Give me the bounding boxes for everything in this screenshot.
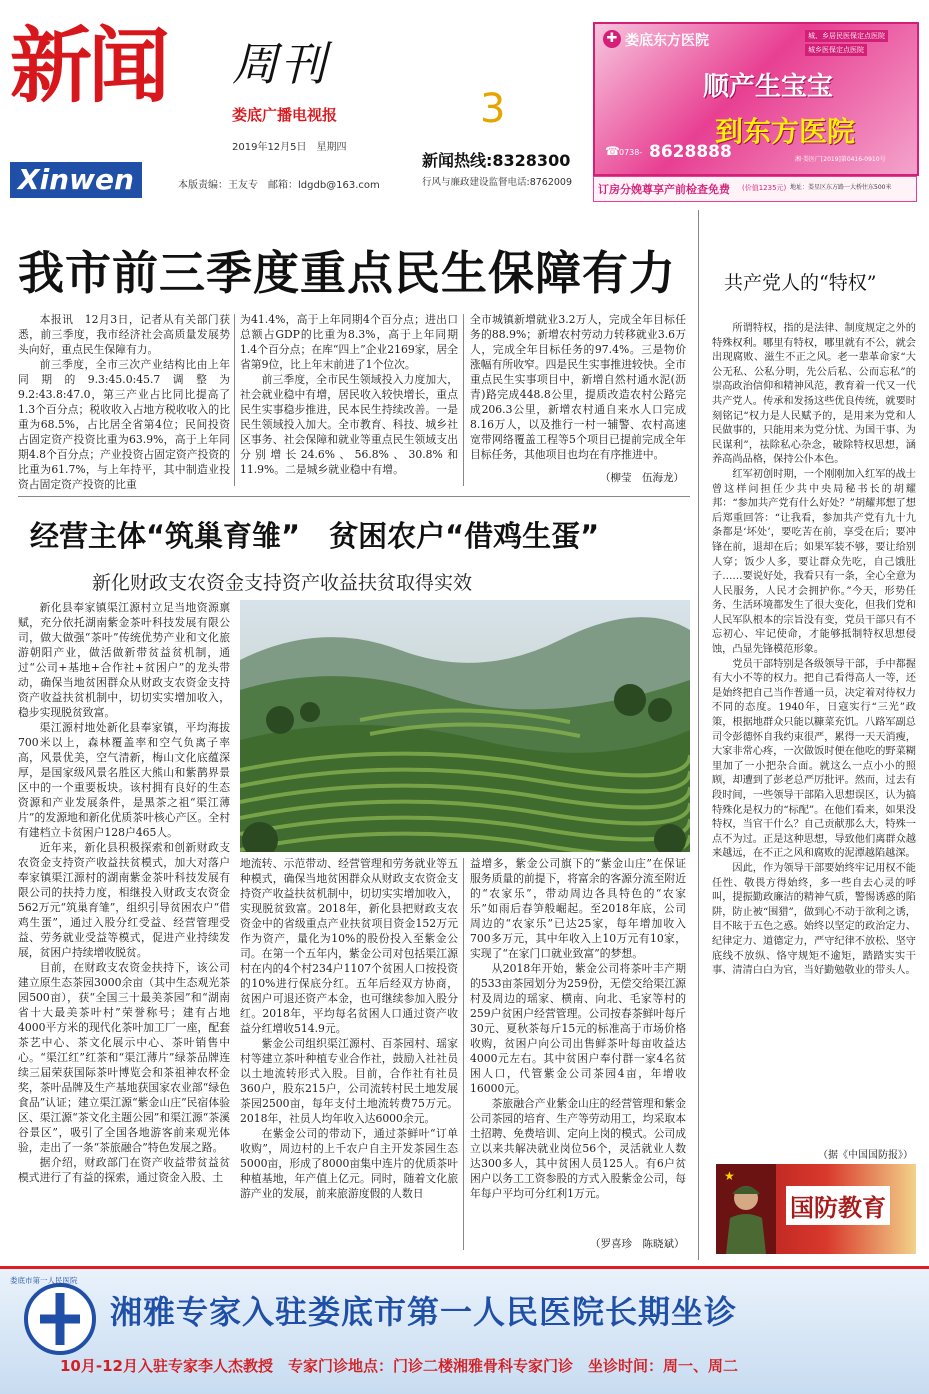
masthead xyxy=(10,14,590,202)
divider xyxy=(234,314,235,486)
sec-col1-p1: 新化县奉家镇渠江源村立足当地资源禀赋，充分依托湖南紫金茶叶科技发展有限公司，做大做强“茶叶”传统优势产业和文化旅游朝阳产业，做活做新带贫益贫机制，通过“公司+基地+合作社+贫困户”的龙头带动，确保当地贫困群众从财政支农资金支持资产收益扶贫机制中，切切实实增加收入，稳步实现脱贫致富。 xyxy=(18,601,230,719)
main-article-col-2 xyxy=(240,312,458,492)
right-col-p3: 党员干部特别是各级领导干部，手中都握有大小不等的权力。把自己看得高人一等，还是始终把自己当作普通一员，决定着对待权力不同的态度。1940年，日寇实行“三光”政策，根据地群众只能以糠菜充饥。八路军副总司令彭德怀自我约束很严，累得一天天消瘦，大家非常心疼，一次做饭时便在他吃的野菜糊里加了一小把杂合面。就这么一点小小的照顾，却遭到了彭老总严厉批评。然而，过去有段时间，一些领导干部陷入思想误区，认为搞特殊化是权力的“标配”。在他们看来，如果没特权，当官干什么？自己贡献那么大，特殊一点不为过。正是这种思想，导致他们离群众越来越远，在不正之风和腐败的泥潭越陷越深。 xyxy=(712,658,916,860)
right-column-title: 共产党人的“特权” xyxy=(724,272,877,294)
defense-education-banner[interactable] xyxy=(716,1164,916,1254)
top-ad-bar xyxy=(593,176,917,202)
sec-col2-p1: 地流转、示范带动、经营管理和劳务就业等五种模式，确保当地贫困群众从财政支农资金支持资产收益扶贫机制中，切切实实增加收入，实现脱贫致富。2018年，新化县把财政支农资金中的省级重点产业扶贫项目资金152万元作为资产，量化为10%的股份投入至紫金公司。在第一个五年内，紫金公司对包括渠江源村在内的4个村234户1107个贫困人口按投资的10%进行保底分红。五年后经双方协商，贫困户可退还资产本金，也可继续参加入股分红。2018年，平均每名贫困人口通过资产收益分红增收514.9元。 xyxy=(240,857,458,1035)
ad-address: 地址：娄星区东方路一大桥往东500米 xyxy=(790,184,892,191)
hospital-logo-icon: ✚ xyxy=(603,30,621,48)
page-number: 3 xyxy=(480,86,506,132)
sec-col1-p2: 渠江源村地处新化县奉家镇，平均海拔700米以上，森林覆盖率和空气负离子率高，风景优美，空气清新，梅山文化底蕴深厚，是国家级风景名胜区大熊山和紫鹊界景区中的一个重要板块。该村拥有良好的生态资源和产业发展条件，是黑茶之祖“渠江薄片”的发源地和新化优质茶叶核心产区。全村有建档立卡贫困户128户465人。 xyxy=(18,721,230,839)
ad-license: 湘·娄医广[2019]第0416-0910号 xyxy=(795,156,886,163)
divider xyxy=(463,314,464,486)
masthead-title-en: Xinwen xyxy=(10,162,142,198)
masthead-editors: 本版责编：王友专 邮箱：ldgdb@163.com xyxy=(178,180,380,191)
sec-col1-p4: 目前，在财政支农资金扶持下，该公司建立原生态茶园3000余亩（其中生态观光茶园500亩），获“全国三十最美茶园”和“湖南省十大最美茶叶村”荣誉称号；建有占地4000平方米的现代化茶叶加工厂一座，配套茶艺中心、茶文化展示中心、茶叶销售中心。“渠江红”红茶和“渠江薄片”绿茶品牌连续三届荣获国际茶叶博览会和茶祖神农杯金奖，茶叶品牌及生产基地获国家农业部“绿色食品”认证；建立渠江源“紫金山庄”民宿体验区、渠江源“茶文化主题公园”和渠江源“茶溪谷景区”，吸引了全国各地游客前来观光体验，走出了一条“茶旅融合”特色发展之路。 xyxy=(18,961,230,1154)
bottom-ad-headline: 湘雅专家入驻娄底市第一人民医院长期坐诊 xyxy=(110,1293,738,1331)
right-column-body xyxy=(712,322,916,1144)
soldier-icon xyxy=(716,1164,776,1254)
ad-slogan-1: 顺产生宝宝 xyxy=(703,72,834,102)
main-byline: （柳莹 伍海龙） xyxy=(600,472,684,484)
defense-education-label: 国防教育 xyxy=(786,1186,890,1225)
supervise-hotline: 行风与廉政建设监督电话:8762009 xyxy=(422,177,573,188)
top-ad[interactable] xyxy=(593,22,919,176)
main-col1-p1: 本报讯 12月3日，记者从有关部门获悉，前三季度，我市经济社会高质量发展势头向好，重点民生保障有力。 xyxy=(18,313,230,356)
masthead-publisher: 娄底广播电视报 xyxy=(232,106,338,124)
sec-col3-p3: 茶旅融合产业紫金山庄的经营管理和紫金公司茶园的培育、生产等劳动用工，均采取本土招聘、免费培训、定向上岗的模式。公司成立以来共解决就业岗位56个，灵活就业人数达300多人，其中贫困人员125人。有6户贫困户以务工工资参股的方式入股紫金公司，每年每户平均可分红利1万元。 xyxy=(470,1097,686,1200)
sec-col1-p3: 近年来，新化县积极探索和创新财政支农资金支持资产收益扶贫模式，加大对落户奉家镇渠江源村的湖南紫金茶叶科技发展有限公司的扶持力度，相继投入财政支农资金562万元“筑巢育雏”，组织引导贫困农户“借鸡生蛋”，通过入股分红受益、经营管理受益、劳务就业受益等模式，促进产业持续发展，贫困户持续增收脱贫。 xyxy=(18,841,230,959)
masthead-date: 2019年12月5日 星期四 xyxy=(232,142,347,153)
right-col-p4: 因此，作为领导干部要始终牢记用权不能任性、敬畏方得始终，多一些自去心灵的呼叫，提振勤政廉洁的精神气质，警惕诱惑的陷阱，防止被“围猎”，做到心不动于欲利之诱，目不眩于五色之惑。始终以坚定的政治定力、纪律定力、道德定力，严守纪律不放松、坚守底线不放纵、恪守规矩不逾矩，踏踏实实干事、清清白白为官，当好勤勉敬业的带头人。 xyxy=(712,862,916,977)
ad-note-small: (价值1235元) xyxy=(742,184,787,192)
right-col-p2: 红军初创时期，一个刚刚加入红军的战士曾这样问担任少共中央局秘书长的胡耀邦：“参加共产党有什么好处？”胡耀邦想了想后郑重回答：“让我看，参加共产党有九十九条都是‘坏处’，要吃苦在前，享受在后；要冲锋在前，退却在后；如果军装不够，要让给别人穿；饭少人多，要让群众先吃，自己饿肚子……要说好处，我看只有一条，全心全意为人民服务，人民才会拥护你。”今天，形势任务、生活环境都发生了很大变化，但我们党和人民军队根本的宗旨没有变，党员干部只有不忘初心、牢记使命，才能够抵制特权思想侵蚀，凸显先锋模范形象。 xyxy=(712,468,916,656)
ad-phone-icon: ☎ xyxy=(605,144,620,158)
sec-col3-p2: 从2018年开始，紫金公司将茶叶丰产期的533亩茶园划分为259份，无偿交给渠江源村及周边的瑶家、横南、向北、毛家等村的259户贫困户经营管理。公司按春茶鲜叶每斤30元、夏秋茶每斤15元的标准高于市场价格收购，贫困户向公司出售鲜茶叶每亩收益达4000元左右。其中贫困户奉付群一家4名贫困人口，代管紫金公司茶园4亩，年增收16000元。 xyxy=(470,962,686,1095)
sec-col3-p1: 益增多，紫金公司旗下的“紫金山庄”在保证服务质量的前提下，将富余的客源分流至附近的“农家乐”，带动周边各具特色的“农家乐”如雨后春笋般崛起。至2018年底，公司周边的“农家乐”已达25家，每年增加收入700多万元，其中年收入上10万元有10家，实现了“在家门口就业致富”的梦想。 xyxy=(470,857,686,960)
divider xyxy=(18,496,690,497)
sec-col1-p5: 据介绍，财政部门在资产收益带贫益贫模式进行了有益的探索，通过资金入股、土 xyxy=(18,1156,230,1184)
bottom-ad[interactable] xyxy=(0,1266,929,1394)
bottom-ad-info: 10月-12月入驻专家李人杰教授 专家门诊地点：门诊二楼湘雅骨科专家门诊 坐诊时间：周一、周二 xyxy=(60,1357,738,1375)
main-col1-p2: 前三季度，全市三次产业结构比由上年同期的9.3:45.0:45.7调整为9.2:43.8:47.0，第三产业占比同比提高了1.3个百分点；税收收入占地方税收收入的比重为68.5%，占比居全省第4位；民间投资占固定资产投资比重为63.9%，高于上年同期4.8个百分点；产业投资占固定资产投资的比重为61.7%，与上年持平，其中制造业投资占固定资产投资的比重 xyxy=(18,358,230,491)
ad-hospital-name: 娄底东方医院 xyxy=(625,33,709,49)
main-article-col-3 xyxy=(470,312,686,480)
divider xyxy=(698,210,699,1260)
right-column-source: （据《中国国防报》） xyxy=(818,1150,913,1161)
sec-col2-p2: 紫金公司组织渠江源村、百茶园村、瑶家村等建立茶叶种植专业合作社，鼓励入社社员以土地流转形式入股。目前，合作社有社员360户，股东215户，公司流转村民土地发展茶园2500亩，每年支付土地流转费75万元。2018年，社员人均年收入达6000余元。 xyxy=(240,1037,458,1125)
main-col3-p1: 全市城镇新增就业3.2万人，完成全年目标任务的88.9%；新增农村劳动力转移就业3.6万人，完成全年目标任务的97.4%。三是物价涨幅有所收窄。四是民生实事推进较快。全市重点民生实事项目中，新增自然村通水泥(沥青)路完成448.8公里，提质改造农村公路完成206.3公里，新增农村通自来水人口完成8.16万人，以及推行一村一辅警、农村高速宽带网络覆盖工程等5个项目已提前完成全年目标任务，其他项目也均在有序推进中。 xyxy=(470,313,686,461)
main-col2-p2: 前三季度，全市民生领域投入力度加大，社会就业稳中有增，居民收入较快增长，重点民生实事稳步推进，民本民生持续改善。一是民生领域投入加大。全市教育、科技、城乡社区事务、社会保障和就业等重点民生领域支出分别增长24.6%、56.8%、30.8%和11.9%。二是城乡就业稳中有增。 xyxy=(240,373,458,476)
ad-phone-prefix: 0738- xyxy=(619,148,643,157)
tea-plantation-image xyxy=(240,600,690,852)
main-col2-p1: 为41.4%，高于上年同期4个百分点；进出口总额占GDP的比重为8.3%，高于上年同期1.4个百分点；在库“四上”企业2169家，居全省第9位，比上年末前进了1个位次。 xyxy=(240,313,458,371)
right-col-p1: 所谓特权，指的是法律、制度规定之外的特殊权利。哪里有特权，哪里就有不公，就会出现腐败、滋生不正之风。老一辈革命家“大公无私、公私分明，先公后私、公而忘私”的崇高政治信仰和精神风范，教育着一代又一代共产党人。传承和发扬这些优良传统，就要时刻铭记“权力是人民赋予的，是用来为党和人民做事的，只能用来为党分忧、为国干事、为民谋利”，祛除私心杂念，破除特权思想，涵养高尚品格，保持公仆本色。 xyxy=(712,323,916,466)
svg-text:★: ★ xyxy=(724,1169,735,1183)
ad-slogan-2: 到东方医院 xyxy=(715,115,856,148)
tea-plantation-photo xyxy=(240,600,690,852)
bottom-ad-logo-text: 娄底市第一人民医院 xyxy=(10,1276,78,1285)
hospital-logo-icon xyxy=(22,1281,98,1357)
main-headline: 我市前三季度重点民生保障有力 xyxy=(18,246,676,300)
second-byline: （罗喜珍 陈晓斌） xyxy=(590,1238,685,1250)
masthead-title-week: 周刊 xyxy=(232,37,328,91)
ad-tag-1: 城、乡居民医保定点医院 xyxy=(805,30,888,42)
divider xyxy=(463,858,464,1250)
main-article-col-1 xyxy=(18,312,230,492)
masthead-title-big: 新闻 xyxy=(10,19,167,114)
second-subhead: 新化财政支农资金支持资产收益扶贫取得实效 xyxy=(92,572,473,594)
second-headline: 经营主体“筑巢育雏” 贫困农户“借鸡生蛋” xyxy=(30,519,600,553)
ad-tag-2: 城乡医保定点医院 xyxy=(805,44,867,56)
ad-note: 订房分娩尊享产前检查免费 xyxy=(598,183,730,196)
second-article-col-3 xyxy=(470,856,686,1234)
ad-phone[interactable]: 8628888 xyxy=(649,142,732,162)
news-hotline: 新闻热线:8328300 xyxy=(422,151,571,170)
sec-col2-p3: 在紫金公司的带动下，通过茶鲜叶“订单收购”，周边村的上千农户自主开发茶园生态5000亩，形成了8000亩集中连片的优质茶叶种植基地，年产值上亿元。同时，随着文化旅游产业的发展，前来旅游度假的人数日 xyxy=(240,1127,458,1200)
